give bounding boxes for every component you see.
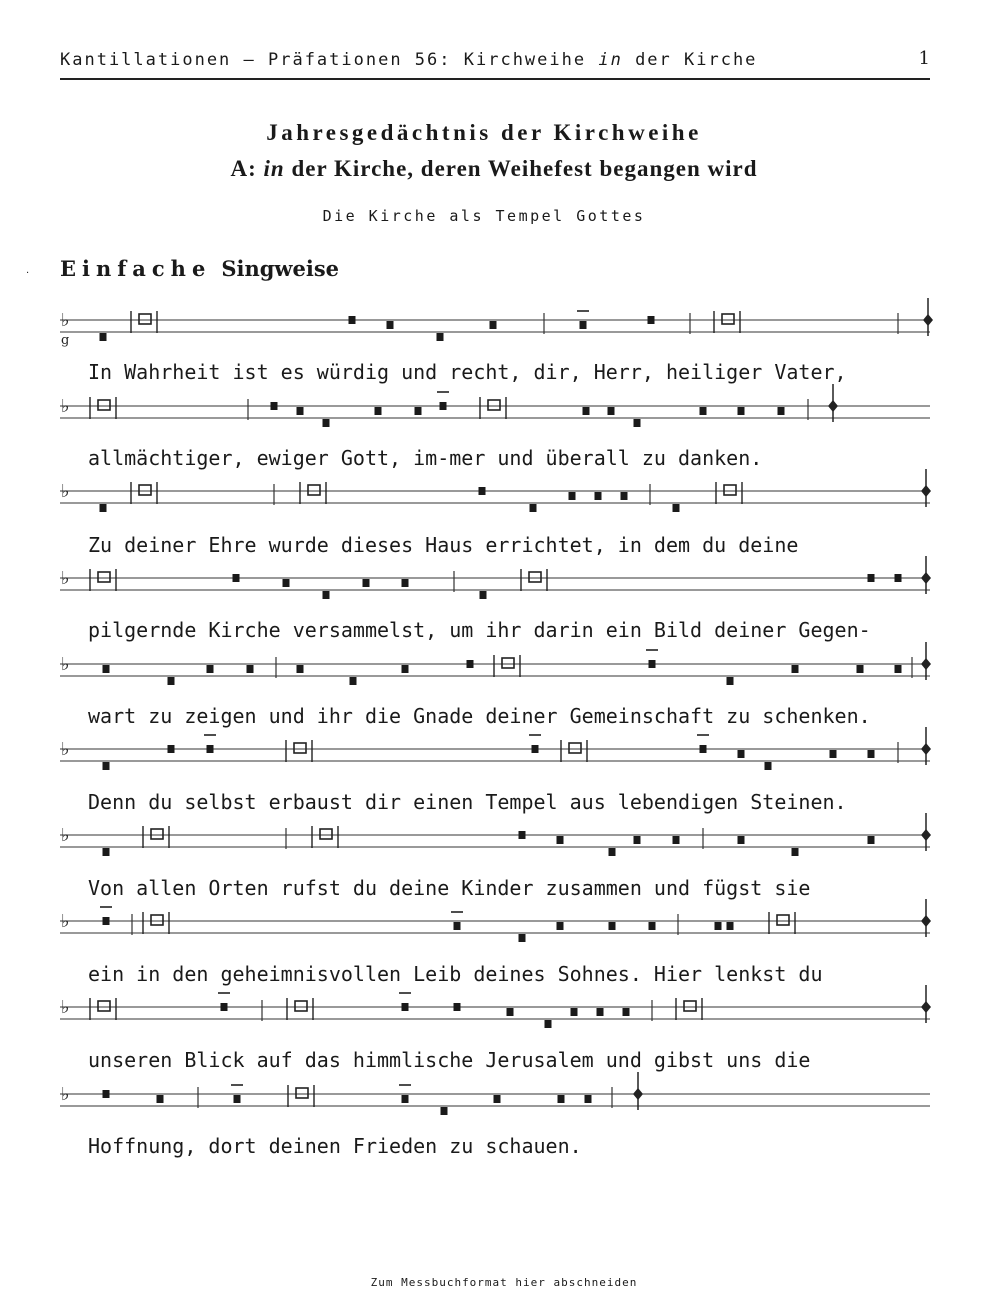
note-punctum (792, 665, 799, 673)
note-punctum (532, 745, 539, 753)
note-punctum (895, 574, 902, 582)
note-punctum (100, 333, 107, 341)
flat-clef: ♭ (61, 396, 70, 417)
note-punctum (494, 1095, 501, 1103)
page-number: 1 (918, 48, 930, 69)
note-punctum (558, 1095, 565, 1103)
note-punctum (609, 922, 616, 930)
theme-subtitle: Die Kirche als Tempel Gottes (322, 207, 646, 225)
note-punctum (580, 321, 587, 329)
note-punctum (402, 1095, 409, 1103)
flat-clef: ♭ (61, 825, 70, 846)
hollow-note (724, 485, 736, 495)
diamond-note (921, 743, 931, 755)
hollow-note (98, 572, 110, 582)
note-punctum (157, 1095, 164, 1103)
note-punctum (583, 407, 590, 415)
note-punctum (519, 831, 526, 839)
note-punctum (103, 848, 110, 856)
note-punctum (597, 1008, 604, 1016)
note-punctum (350, 677, 357, 685)
note-punctum (283, 579, 290, 587)
note-punctum (585, 1095, 592, 1103)
diamond-note (828, 400, 838, 412)
header-title: Kantillationen – Präfationen 56: Kirchweihe in der Kirche (60, 50, 758, 70)
note-punctum (557, 922, 564, 930)
diamond-note (921, 1001, 931, 1013)
note-punctum (557, 836, 564, 844)
note-punctum (168, 745, 175, 753)
hollow-note (502, 658, 514, 668)
note-punctum (297, 407, 304, 415)
note-punctum (103, 917, 110, 925)
hollow-note (151, 829, 163, 839)
note-punctum (207, 665, 214, 673)
note-punctum (895, 665, 902, 673)
note-punctum (530, 504, 537, 512)
hollow-note (296, 1088, 308, 1098)
note-punctum (415, 407, 422, 415)
hollow-note (320, 829, 332, 839)
hollow-note (529, 572, 541, 582)
note-punctum (738, 750, 745, 758)
note-punctum (402, 1003, 409, 1011)
note-punctum (100, 504, 107, 512)
note-punctum (738, 836, 745, 844)
lyric-line: Zu deiner Ehre wurde dieses Haus errichtet, in dem du deine (88, 533, 799, 557)
lyric-line: ein in den geheimnisvollen Leib deines Sohnes. Hier lenkst du (88, 962, 823, 986)
hollow-note (98, 1001, 110, 1011)
diamond-note (921, 829, 931, 841)
note-punctum (387, 321, 394, 329)
lyric-line: Denn du selbst erbaust dir einen Tempel aus lebendigen Steinen. (88, 790, 847, 814)
note-punctum (545, 1020, 552, 1028)
note-punctum (168, 677, 175, 685)
note-punctum (323, 419, 330, 427)
note-punctum (437, 333, 444, 341)
flat-clef: ♭ (61, 310, 70, 331)
note-punctum (634, 836, 641, 844)
flat-clef: ♭ (61, 911, 70, 932)
note-punctum (221, 1003, 228, 1011)
note-punctum (323, 591, 330, 599)
note-punctum (297, 665, 304, 673)
flat-clef: ♭ (61, 739, 70, 760)
note-punctum (507, 1008, 514, 1016)
note-punctum (207, 745, 214, 753)
note-punctum (402, 579, 409, 587)
note-punctum (778, 407, 785, 415)
diamond-note (921, 485, 931, 497)
flat-clef: ♭ (61, 997, 70, 1018)
hollow-note (139, 485, 151, 495)
note-punctum (715, 922, 722, 930)
note-punctum (830, 750, 837, 758)
hollow-note (294, 743, 306, 753)
lyric-line: allmächtiger, ewiger Gott, im-mer und überall zu danken. (88, 446, 763, 470)
flat-clef: ♭ (61, 481, 70, 502)
note-punctum (103, 762, 110, 770)
note-punctum (623, 1008, 630, 1016)
diamond-note (633, 1088, 643, 1100)
note-punctum (247, 665, 254, 673)
hollow-note (139, 314, 151, 324)
flat-clef: ♭ (61, 1084, 70, 1105)
note-punctum (868, 750, 875, 758)
lyric-line: Hoffnung, dort deinen Frieden zu schauen. (88, 1134, 582, 1158)
note-punctum (519, 934, 526, 942)
stray-mark: · (26, 268, 30, 279)
note-punctum (868, 836, 875, 844)
note-punctum (233, 574, 240, 582)
hollow-note (151, 915, 163, 925)
note-punctum (673, 504, 680, 512)
note-punctum (440, 402, 447, 410)
hollow-note (777, 915, 789, 925)
note-punctum (467, 660, 474, 668)
hollow-note (569, 743, 581, 753)
note-punctum (738, 407, 745, 415)
hollow-note (308, 485, 320, 495)
sub-title: A: in der Kirche, deren Weihefest begangen wird (230, 156, 758, 181)
lyric-line: unseren Blick auf das himmlische Jerusalem und gibst uns die (88, 1048, 811, 1072)
lyric-line: In Wahrheit ist es würdig und recht, dir, Herr, heiliger Vater, (88, 360, 847, 384)
hollow-note (488, 400, 500, 410)
hollow-note (295, 1001, 307, 1011)
note-punctum (490, 321, 497, 329)
note-punctum (727, 922, 734, 930)
hollow-note (98, 400, 110, 410)
diamond-note (921, 915, 931, 927)
note-punctum (569, 492, 576, 500)
note-punctum (648, 316, 655, 324)
note-punctum (621, 492, 628, 500)
diamond-note (921, 572, 931, 584)
note-punctum (103, 1090, 110, 1098)
note-punctum (454, 922, 461, 930)
lyric-line: wart zu zeigen und ihr die Gnade deiner Gemeinschaft zu schenken. (88, 704, 871, 728)
note-punctum (700, 407, 707, 415)
hollow-note (722, 314, 734, 324)
cut-instruction: Zum Messbuchformat hier abschneiden (370, 1276, 638, 1289)
flat-clef: ♭ (61, 568, 70, 589)
note-punctum (608, 407, 615, 415)
note-punctum (271, 402, 278, 410)
flat-clef: ♭ (61, 654, 70, 675)
note-punctum (595, 492, 602, 500)
note-punctum (727, 677, 734, 685)
note-punctum (673, 836, 680, 844)
note-punctum (479, 487, 486, 495)
note-punctum (649, 922, 656, 930)
note-punctum (103, 665, 110, 673)
note-punctum (857, 665, 864, 673)
note-punctum (649, 660, 656, 668)
note-punctum (480, 591, 487, 599)
note-punctum (634, 419, 641, 427)
note-punctum (349, 316, 356, 324)
hollow-note (684, 1001, 696, 1011)
note-punctum (700, 745, 707, 753)
g-clef-marker: g (61, 333, 70, 348)
note-punctum (402, 665, 409, 673)
note-punctum (792, 848, 799, 856)
note-punctum (454, 1003, 461, 1011)
note-punctum (609, 848, 616, 856)
note-punctum (375, 407, 382, 415)
note-punctum (765, 762, 772, 770)
section-heading: Einfache Singweise (60, 256, 340, 281)
note-punctum (441, 1107, 448, 1115)
lyric-line: Von allen Orten rufst du deine Kinder zusammen und fügst sie (88, 876, 811, 900)
note-punctum (571, 1008, 578, 1016)
lyric-line: pilgernde Kirche versammelst, um ihr darin ein Bild deiner Gegen- (88, 618, 871, 642)
note-punctum (234, 1095, 241, 1103)
note-punctum (868, 574, 875, 582)
main-title: Jahresgedächtnis der Kirchweihe (266, 120, 702, 145)
diamond-note (923, 314, 933, 326)
diamond-note (921, 658, 931, 670)
note-punctum (363, 579, 370, 587)
